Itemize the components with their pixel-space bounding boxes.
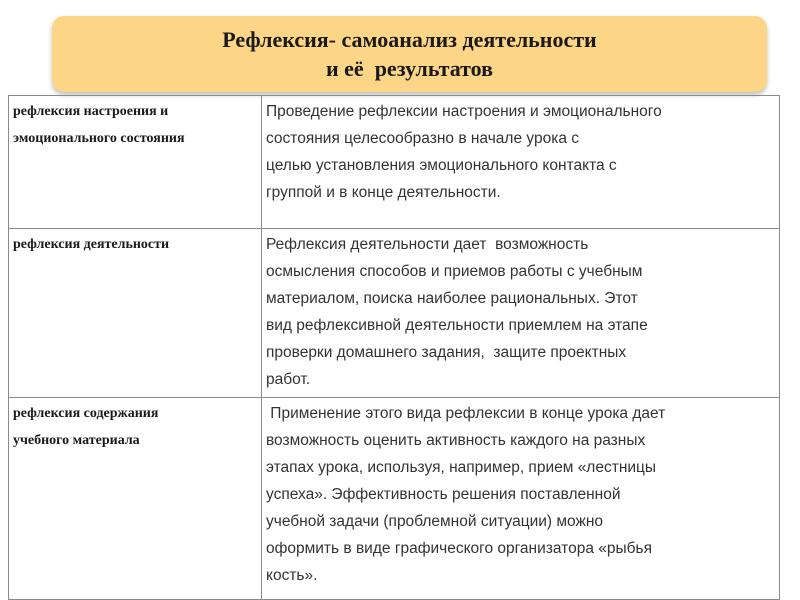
desc-line: этапах урока, используя, например, прием «лестницы xyxy=(266,459,657,476)
reflection-types-table xyxy=(8,95,780,600)
desc-line: Применение этого вида рефлексии в конце урока дает xyxy=(266,405,666,422)
desc-line: Проведение рефлексии настроения и эмоционального xyxy=(266,103,662,120)
term-line: рефлексия содержания xyxy=(13,406,159,421)
title-line-1: Рефлексия- самоанализ деятельности xyxy=(222,27,597,52)
table-row xyxy=(9,96,780,229)
desc-line: кость». xyxy=(266,567,318,584)
reflection-description-cell xyxy=(262,229,780,398)
desc-line: группой и в конце деятельности. xyxy=(266,184,501,201)
desc-line: успеха». Эффективность решения поставленной xyxy=(266,486,621,503)
desc-line: материалом, поиска наиболее рациональных. Этот xyxy=(266,290,638,307)
term-line: рефлексия деятельности xyxy=(13,237,170,252)
table-row xyxy=(9,229,780,398)
desc-line: работ. xyxy=(266,371,311,388)
desc-line: Рефлексия деятельности дает возможность xyxy=(266,236,589,253)
reflection-type-cell xyxy=(9,398,262,600)
term-line: учебного материала xyxy=(13,433,140,448)
title-banner xyxy=(52,16,767,92)
desc-line: состояния целесообразно в начале урока с xyxy=(266,130,579,147)
reflection-type-cell xyxy=(9,96,262,229)
desc-line: вид рефлексивной деятельности приемлем на этапе xyxy=(266,317,648,334)
reflection-description-cell xyxy=(262,96,780,229)
reflection-description-cell xyxy=(262,398,780,600)
desc-line: оформить в виде графического организатора «рыбья xyxy=(266,540,652,557)
desc-line: проверки домашнего задания, защите проектных xyxy=(266,344,627,361)
desc-line: возможность оценить активность каждого на разных xyxy=(266,432,646,449)
desc-line: осмысления способов и приемов работы с учебным xyxy=(266,263,643,280)
desc-line: целью установления эмоционального контакта с xyxy=(266,157,617,174)
title-line-2: и её результатов xyxy=(325,56,494,81)
term-line: рефлексия настроения и xyxy=(13,104,169,119)
reflection-type-cell xyxy=(9,229,262,398)
term-line: эмоционального состояния xyxy=(13,131,185,146)
table-row xyxy=(9,398,780,600)
desc-line: учебной задачи (проблемной ситуации) можно xyxy=(266,513,604,530)
